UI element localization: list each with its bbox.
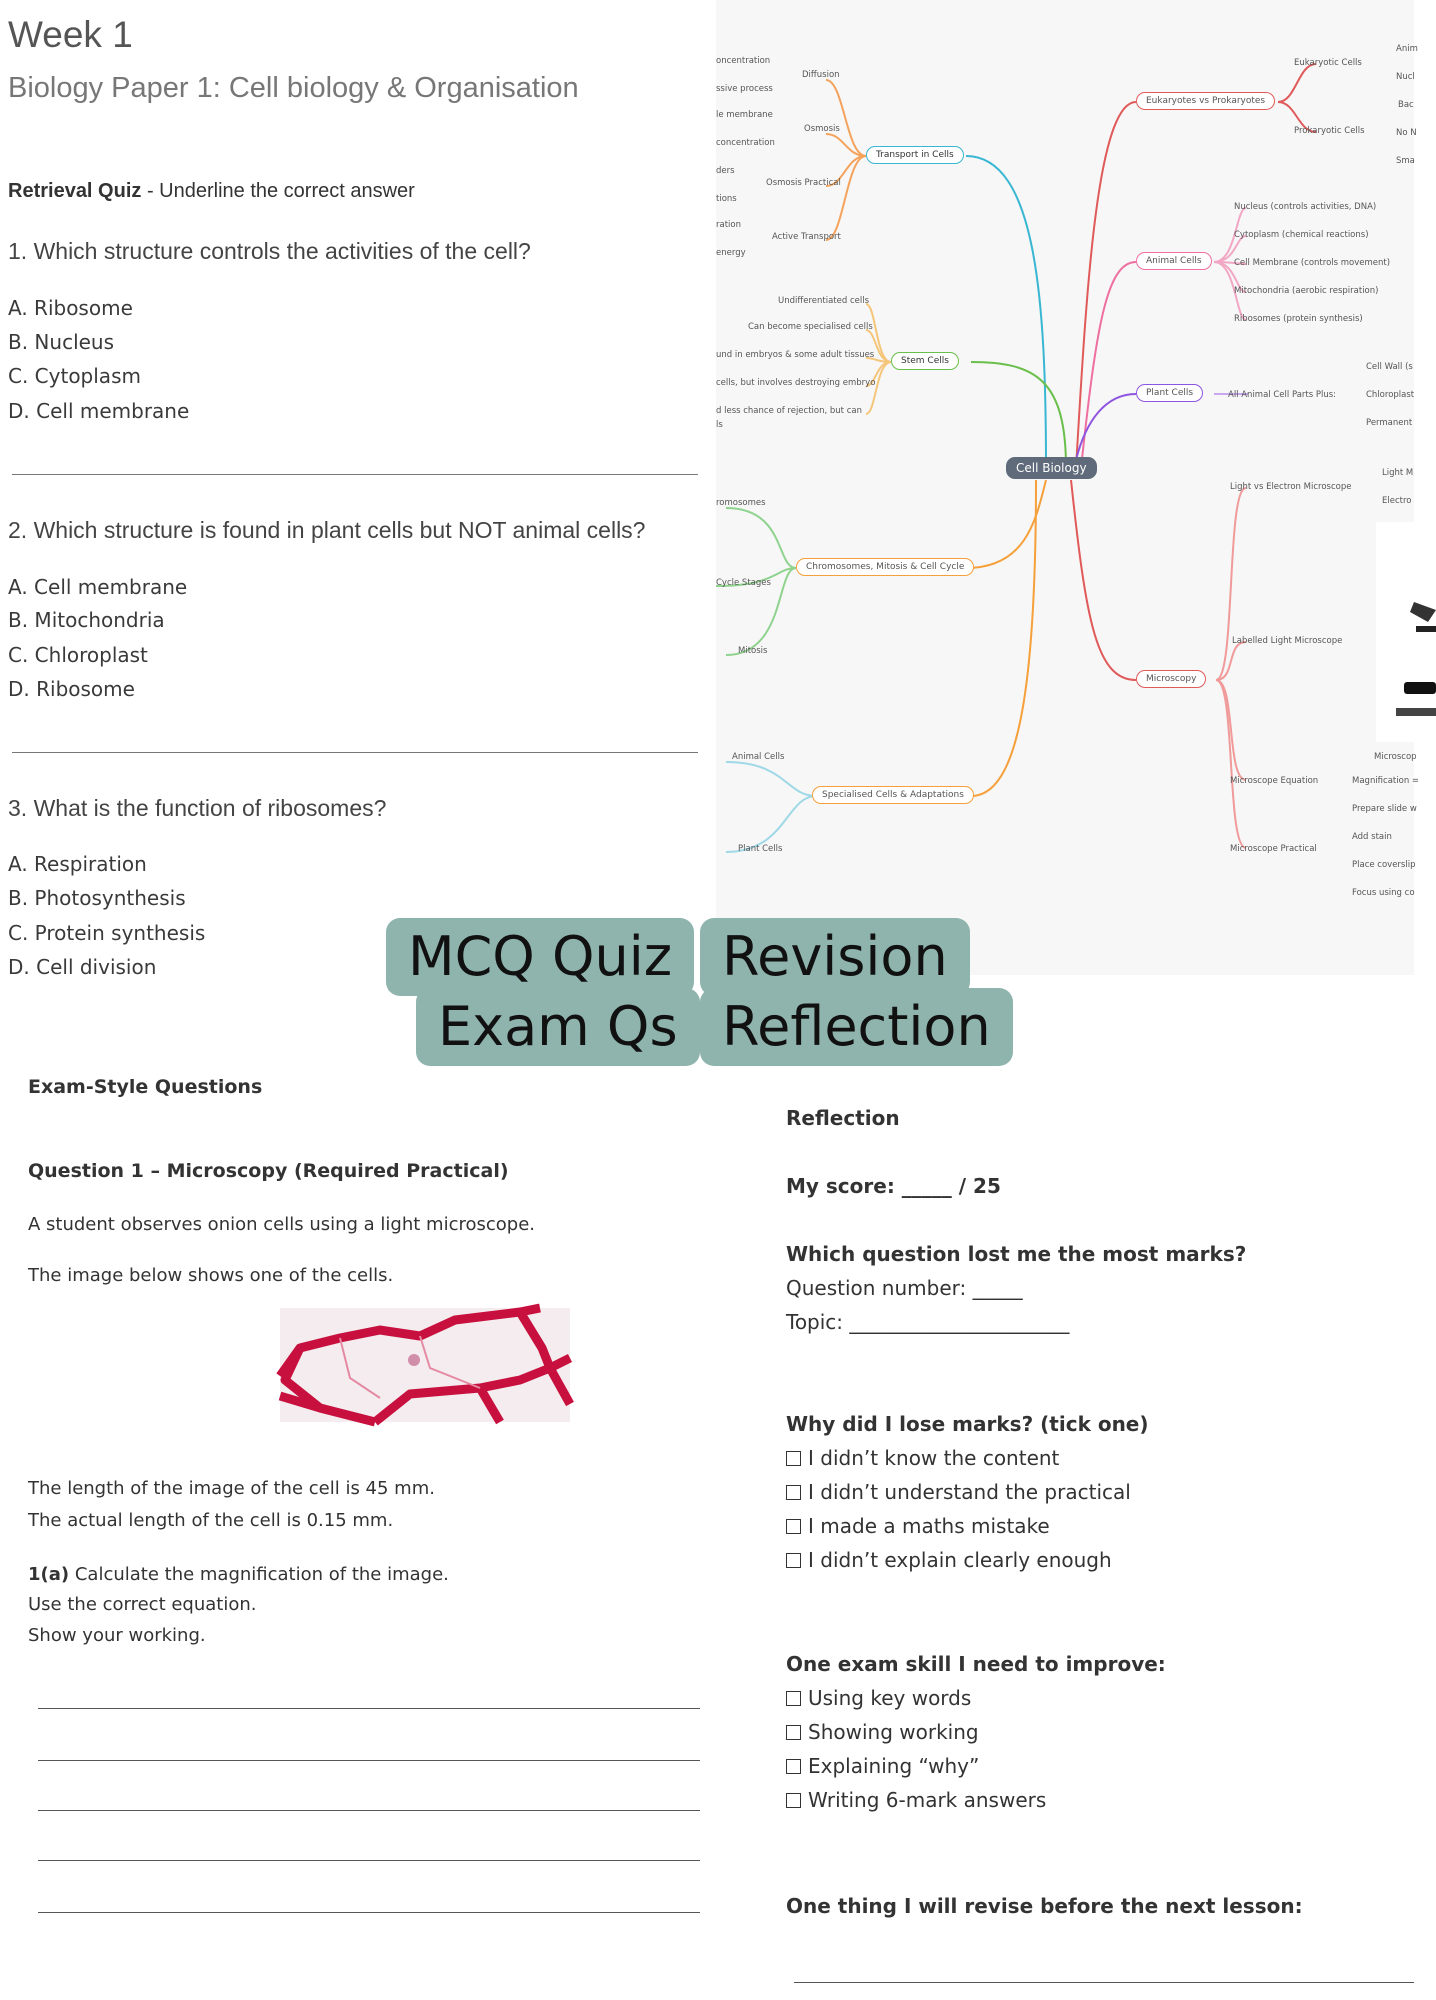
node-transport: Transport in Cells: [866, 146, 964, 164]
node-lve-sub: Light M: [1382, 468, 1414, 478]
exam-part-line-3: Show your working.: [28, 1625, 206, 1646]
skill-option-label: Writing 6-mark answers: [808, 1788, 1047, 1812]
skill-option-label: Using key words: [808, 1686, 972, 1710]
node-euk-sub: Nucl: [1396, 72, 1415, 82]
node-cycle-stages: Cycle Stages: [716, 578, 771, 588]
quiz-option[interactable]: A. Cell membrane: [8, 575, 188, 599]
node-plant-sub: Chloroplast: [1366, 390, 1415, 400]
node-chromosomes: romosomes: [716, 498, 766, 508]
node-animal-cells-left: Animal Cells: [732, 752, 785, 762]
why-option[interactable]: [786, 1446, 1059, 1470]
skill-option[interactable]: [786, 1754, 979, 1778]
exam-question-title: Question 1 – Microscopy (Required Practical): [28, 1160, 509, 1182]
node-light-vs-electron: Light vs Electron Microscope: [1230, 482, 1352, 492]
node-magnification: Magnification =: [1352, 776, 1420, 786]
node-prokaryotic: Prokaryotic Cells: [1294, 126, 1365, 136]
node-prok-sub: No N: [1396, 128, 1417, 138]
mind-map-center: Cell Biology: [1006, 457, 1097, 479]
why-option[interactable]: [786, 1514, 1050, 1538]
quiz-option[interactable]: B. Photosynthesis: [8, 886, 186, 910]
answer-line[interactable]: [38, 1760, 700, 1761]
exam-part-line-2: Use the correct equation.: [28, 1594, 257, 1615]
quiz-question-3: 3. What is the function of ribosomes?: [8, 795, 387, 821]
node-prok-sub: Sma: [1396, 156, 1415, 166]
left-fragment: le membrane: [716, 110, 773, 120]
skill-option[interactable]: [786, 1686, 971, 1710]
node-labelled: Labelled Light Microscope: [1232, 636, 1343, 646]
checkbox[interactable]: [786, 1519, 801, 1534]
answer-line[interactable]: [38, 1708, 700, 1709]
node-specialised: Specialised Cells & Adaptations: [812, 786, 974, 804]
checkbox[interactable]: [786, 1793, 801, 1808]
checkbox[interactable]: [786, 1553, 801, 1568]
node-practical: Microscope Practical: [1230, 844, 1317, 854]
left-fragment: oncentration: [716, 56, 771, 66]
checkbox[interactable]: [786, 1725, 801, 1740]
why-option[interactable]: [786, 1548, 1112, 1572]
node-animal-sub: Cell Membrane (controls movement): [1234, 258, 1391, 268]
node-all-animal: All Animal Cell Parts Plus:: [1228, 390, 1337, 400]
node-plant-cells-left: Plant Cells: [738, 844, 783, 854]
quiz-option[interactable]: B. Nucleus: [8, 330, 115, 354]
topic-blank[interactable]: ______________________: [849, 1310, 1070, 1334]
skill-option-label: Explaining “why”: [808, 1754, 980, 1778]
node-mitosis: Mitosis: [738, 646, 768, 656]
node-microscopy: Microscopy: [1136, 670, 1206, 688]
quiz-question-2: 2. Which structure is found in plant cells but NOT animal cells?: [8, 517, 646, 543]
revise-answer-line[interactable]: [794, 1982, 1414, 1983]
answer-line[interactable]: [38, 1912, 700, 1913]
node-plant-sub: Permanent: [1366, 418, 1413, 428]
node-animal-cells: Animal Cells: [1136, 252, 1212, 270]
left-fragment: ration: [716, 220, 741, 230]
node-animal-sub: Nucleus (controls activities, DNA): [1234, 202, 1377, 212]
tag-reflection[interactable]: Reflection: [700, 988, 1013, 1066]
quiz-heading-bold: Retrieval Quiz: [8, 180, 142, 202]
quiz-option[interactable]: B. Mitochondria: [8, 608, 165, 632]
question-number-label: Question number:: [786, 1276, 967, 1300]
score-row: [786, 1174, 1001, 1198]
score-total: / 25: [958, 1174, 1001, 1198]
node-active-transport: Active Transport: [772, 232, 841, 242]
week-title: Week 1: [8, 14, 133, 55]
node-diffusion: Diffusion: [802, 70, 840, 80]
node-equation: Microscope Equation: [1230, 776, 1319, 786]
left-fragment: tions: [716, 194, 737, 204]
page-subtitle: Biology Paper 1: Cell biology & Organisation: [8, 72, 579, 104]
node-stem-cells: Stem Cells: [891, 352, 959, 370]
node-prok-sub: Bac: [1398, 100, 1414, 110]
quiz-option[interactable]: D. Cell membrane: [8, 399, 190, 423]
node-plant-cells: Plant Cells: [1136, 384, 1203, 402]
quiz-heading-rest: - Underline the correct answer: [141, 180, 415, 202]
why-option-label: I didn’t know the content: [808, 1446, 1060, 1470]
skill-option[interactable]: [786, 1788, 1046, 1812]
skill-question: One exam skill I need to improve:: [786, 1652, 1166, 1676]
node-embryos: und in embryos & some adult tissues: [716, 350, 875, 360]
exam-line-2: The image below shows one of the cells.: [28, 1265, 394, 1286]
question-number-blank[interactable]: _____: [972, 1276, 1023, 1300]
skill-option[interactable]: [786, 1720, 979, 1744]
quiz-question-1: 1. Which structure controls the activities of the cell?: [8, 238, 531, 264]
node-chromosomes-mitosis: Chromosomes, Mitosis & Cell Cycle: [796, 558, 974, 576]
node-practical-sub: Focus using co: [1352, 888, 1415, 898]
why-option-label: I made a maths mistake: [808, 1514, 1050, 1538]
node-practical-sub: Add stain: [1352, 832, 1392, 842]
topic-label: Topic:: [786, 1310, 844, 1334]
checkbox[interactable]: [786, 1759, 801, 1774]
checkbox[interactable]: [786, 1691, 801, 1706]
left-fragment: ssive process: [716, 84, 773, 94]
divider: [12, 474, 698, 475]
tag-exam-qs[interactable]: Exam Qs: [416, 988, 700, 1066]
quiz-option[interactable]: C. Chloroplast: [8, 643, 148, 667]
score-blank[interactable]: _____: [901, 1174, 952, 1198]
node-osmosis-practical: Osmosis Practical: [766, 178, 841, 188]
quiz-option[interactable]: A. Ribosome: [8, 296, 133, 320]
node-can-become: Can become specialised cells: [748, 322, 873, 332]
quiz-option[interactable]: D. Cell division: [8, 955, 157, 979]
reflection-heading: Reflection: [786, 1106, 900, 1130]
left-fragment: ders: [716, 166, 735, 176]
node-practical-sub: Place coverslip: [1352, 860, 1416, 870]
checkbox[interactable]: [786, 1485, 801, 1500]
node-rejection: d less chance of rejection, but can: [716, 406, 862, 416]
why-option-label: I didn’t understand the practical: [808, 1480, 1131, 1504]
question-number-row: [786, 1276, 1023, 1300]
exam-line-1: A student observes onion cells using a light microscope.: [28, 1214, 535, 1235]
exam-part-text: Calculate the magnification of the image.: [69, 1564, 449, 1585]
quiz-option[interactable]: C. Protein synthesis: [8, 921, 206, 945]
node-animal-sub: Ribosomes (protein synthesis): [1234, 314, 1363, 324]
tag-mcq-quiz[interactable]: MCQ Quiz: [386, 918, 694, 996]
node-euk-sub: Anim: [1396, 44, 1418, 54]
why-option-label: I didn’t explain clearly enough: [808, 1548, 1112, 1572]
node-eukaryotic: Eukaryotic Cells: [1294, 58, 1362, 68]
quiz-option[interactable]: C. Cytoplasm: [8, 364, 141, 388]
why-question: Why did I lose marks? (tick one): [786, 1412, 1149, 1436]
node-plant-sub: Cell Wall (s: [1366, 362, 1413, 372]
left-fragment: ls: [716, 420, 723, 430]
quiz-heading: [8, 180, 415, 203]
microscope-image: [1376, 522, 1436, 742]
tag-revision[interactable]: Revision: [700, 918, 970, 996]
score-label: My score:: [786, 1174, 895, 1198]
exam-length-actual: The actual length of the cell is 0.15 mm.: [28, 1510, 394, 1531]
answer-line[interactable]: [38, 1810, 700, 1811]
lost-marks-question: Which question lost me the most marks?: [786, 1242, 1247, 1266]
left-fragment: concentration: [716, 138, 775, 148]
onion-cell-image: [280, 1308, 570, 1422]
exam-heading: Exam-Style Questions: [28, 1076, 263, 1098]
skill-option-label: Showing working: [808, 1720, 979, 1744]
quiz-option[interactable]: D. Ribosome: [8, 677, 135, 701]
exam-part-label: 1(a): [28, 1564, 70, 1585]
topic-row: [786, 1310, 1069, 1334]
node-undifferentiated: Undifferentiated cells: [778, 296, 869, 306]
answer-line[interactable]: [38, 1860, 700, 1861]
node-animal-sub: Cytoplasm (chemical reactions): [1234, 230, 1369, 240]
node-osmosis: Osmosis: [804, 124, 840, 134]
node-practical-sub: Prepare slide w: [1352, 804, 1417, 814]
node-lve-sub: Electro: [1382, 496, 1412, 506]
node-microscope-short: Microscop: [1374, 752, 1417, 762]
revise-question: One thing I will revise before the next lesson:: [786, 1894, 1303, 1918]
mind-map: [716, 0, 1420, 975]
node-destroying: cells, but involves destroying embryo: [716, 378, 876, 388]
node-euk-vs-prok: Eukaryotes vs Prokaryotes: [1136, 92, 1275, 110]
node-animal-sub: Mitochondria (aerobic respiration): [1234, 286, 1379, 296]
left-fragment: energy: [716, 248, 746, 258]
exam-length-image: The length of the image of the cell is 45 mm.: [28, 1478, 435, 1499]
exam-part-a: [28, 1564, 449, 1585]
checkbox[interactable]: [786, 1451, 801, 1466]
divider: [12, 752, 698, 753]
quiz-option[interactable]: A. Respiration: [8, 852, 147, 876]
why-option[interactable]: [786, 1480, 1131, 1504]
